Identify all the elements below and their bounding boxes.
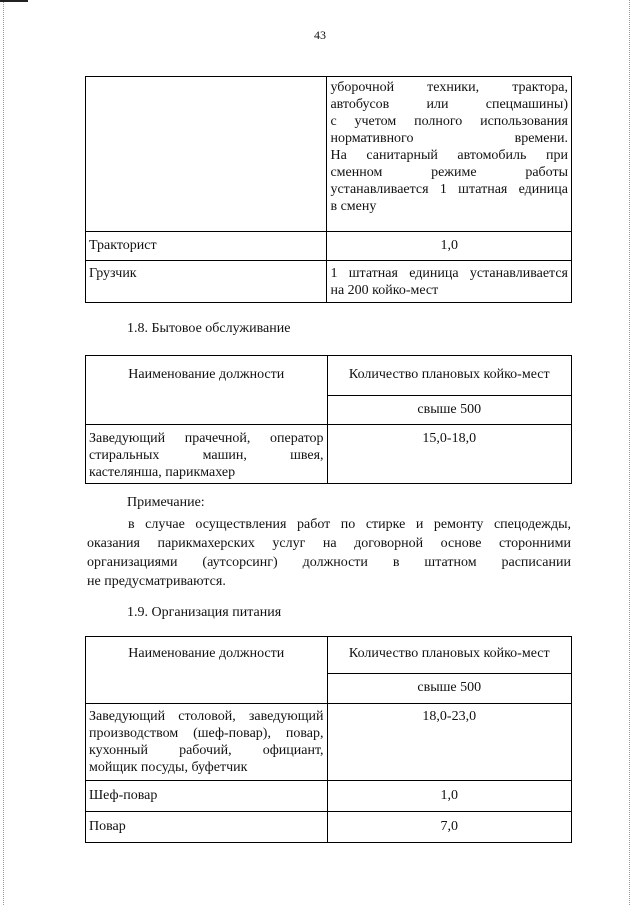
table-header-row (86, 356, 572, 396)
position-cell (86, 425, 328, 484)
note-text (87, 515, 571, 591)
table-row (86, 425, 572, 484)
section-heading-1-8: 1.8. Бытовое обслуживание (127, 321, 291, 336)
table-row (86, 77, 572, 232)
text-line: 1 штатная единица устанавливается (330, 266, 568, 281)
text-line: уборочной техники, трактора, (330, 80, 568, 95)
table-row (86, 261, 572, 303)
text-line: производством (шеф-повар), повар, (89, 726, 324, 741)
position-cell: Тракторист (86, 232, 327, 261)
text-line: с учетом полного использования (330, 114, 568, 129)
note-line: оказания парикмахерских услуг на договорной основе сторонними (87, 536, 571, 551)
text-line: мойщик посуды, буфетчик (89, 760, 248, 775)
household-service-table (85, 355, 572, 484)
table-row (86, 781, 572, 812)
staff-table-continued (85, 76, 572, 303)
page-number: 43 (314, 28, 326, 42)
position-cell (86, 77, 327, 232)
note-line: организациями (аутсорсинг) должности в штатном расписании (87, 555, 571, 570)
note-title: Примечание: (127, 495, 205, 510)
page-edge-right (629, 0, 630, 905)
text-line: нормативного времени. (330, 131, 568, 146)
text-line: кастелянша, парикмахер (89, 465, 236, 480)
table-row (86, 812, 572, 843)
norm-cell: 1,0 (327, 232, 572, 261)
column-header-over-500: свыше 500 (327, 674, 571, 704)
table-header-row (86, 637, 572, 674)
note-line: в случае осуществления работ по стирке и ремонту спецодежды, (128, 517, 571, 532)
column-header-beds: Количество плановых койко-мест (327, 637, 571, 674)
text-line: Заведующий прачечной, оператор (89, 431, 324, 446)
text-line: На санитарный автомобиль при (330, 148, 568, 163)
column-header-position: Наименование должности (86, 356, 328, 425)
text-line: сменном режиме работы (330, 165, 568, 180)
position-cell: Грузчик (86, 261, 327, 303)
norm-cell (327, 261, 572, 303)
column-header-over-500: свыше 500 (327, 396, 571, 425)
position-cell: Шеф-повар (86, 781, 328, 812)
text-line: кухонный рабочий, официант, (89, 743, 324, 758)
text-line: автобусов или спецмашины) (330, 97, 568, 112)
table-row (86, 704, 572, 781)
position-cell: Повар (86, 812, 328, 843)
norm-cell: 15,0-18,0 (327, 425, 571, 484)
column-header-position: Наименование должности (86, 637, 328, 704)
text-line: устанавливается 1 штатная единица (330, 182, 568, 197)
text-line: на 200 койко-мест (330, 283, 439, 298)
norm-cell: 18,0-23,0 (327, 704, 571, 781)
text-line: стиральных машин, швея, (89, 448, 324, 463)
norm-cell: 7,0 (327, 812, 571, 843)
page-edge-left (3, 0, 4, 905)
norm-cell: 1,0 (327, 781, 571, 812)
section-heading-1-9: 1.9. Организация питания (127, 605, 282, 620)
table-row (86, 232, 572, 261)
scan-corner-mark (0, 0, 28, 2)
catering-table (85, 636, 572, 843)
norm-cell (327, 77, 572, 232)
text-line: в смену (330, 199, 377, 214)
text-line: Заведующий столовой, заведующий (89, 709, 324, 724)
note-line: не предусматриваются. (87, 574, 226, 589)
position-cell (86, 704, 328, 781)
column-header-beds: Количество плановых койко-мест (327, 356, 571, 396)
